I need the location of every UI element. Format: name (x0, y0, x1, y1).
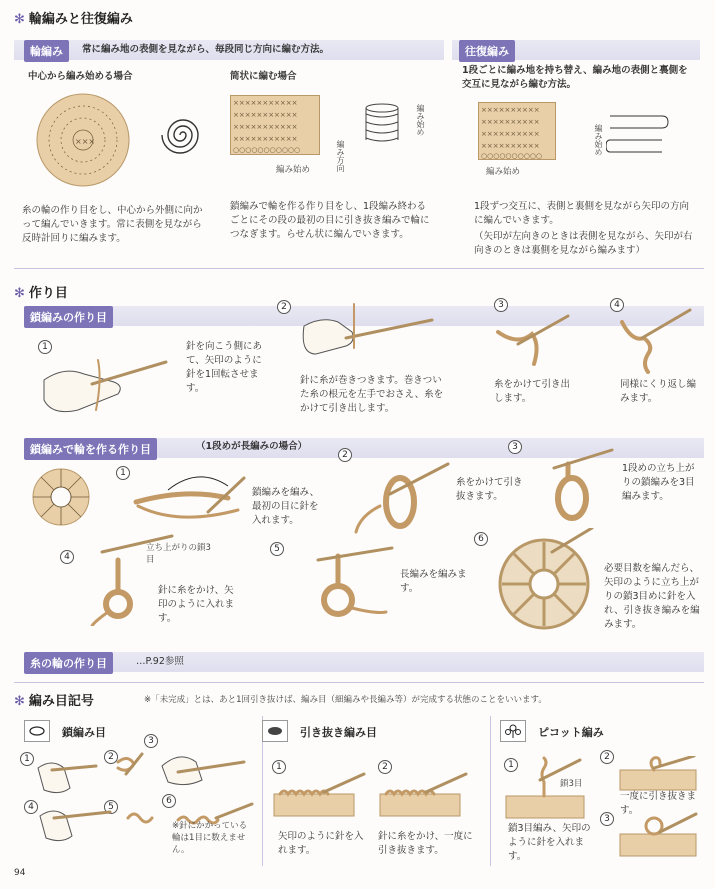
svg-text:××××××××××: ×××××××××× (481, 130, 540, 138)
tube-text: 鎖編みで輪を作る作り目をし、1段編み終わるごとにその段の最初の目に引き抜き編みで輪につなぎます。らせん状に編んでいきます。 (230, 201, 430, 240)
tube-spiral-icon (360, 100, 410, 150)
chain-step-1-number: 1 (38, 340, 52, 354)
tube-start-caption-2: 編み始め (416, 104, 425, 136)
chain-step-1-text: 針を向こう側にあて、矢印のように針を1回転させます。 (186, 341, 263, 394)
ring-label: 輪編み (24, 40, 69, 62)
svg-text:×××××××××××: ××××××××××× (233, 123, 298, 131)
svg-text:×××××××××××: ××××××××××× (233, 135, 298, 143)
ring-step-1-text: 鎖編みを編み、最初の目に針を入れます。 (252, 487, 320, 526)
slip-step-1-text: 矢印のように針を入れます。 (278, 831, 364, 856)
slip-symbol-box (262, 720, 288, 742)
svg-text:○○○○○○○○○○○: ○○○○○○○○○○○ (233, 146, 301, 154)
picot-step-1-text: 鎖3目編み、矢印のように針を入れます。 (508, 823, 591, 862)
tube-start-caption: 編み始め (276, 165, 311, 175)
ring-step-5-illustration (298, 546, 394, 626)
star-icon: ✻ (14, 286, 25, 301)
ring-step-4-text: 針に糸をかけ、矢印のように入れます。 (158, 585, 235, 624)
star-icon: ✻ (14, 12, 25, 27)
slip-step-2-number: 2 (378, 760, 392, 774)
ring-step-4-number: 4 (60, 550, 74, 564)
ring-step-6-text: 必要目数を編んだら、矢印のように立ち上がりの鎖3目めに針を入れ、引き抜き編みを編みます。 (604, 563, 700, 630)
ring-step-6-number: 6 (474, 532, 488, 546)
chain-step-3-text: 糸をかけて引き出します。 (494, 379, 571, 404)
slip-illustrations (270, 770, 470, 820)
svg-text:××××××××××: ×××××××××× (481, 106, 540, 114)
back-start-caption-2: 編み始め (594, 124, 603, 156)
picot-chain-caption: 鎖3目 (560, 779, 583, 789)
ring-desc: 常に編み地の表側を見ながら、毎段同じ方向に編む方法。 (82, 44, 330, 55)
slip-step-1-number: 1 (272, 760, 286, 774)
loop-ref: …P.92参照 (136, 656, 184, 667)
page-number: 94 (14, 868, 26, 878)
back-note: （矢印が左向きのときは表側を見ながら、矢印が右向きのときは裏側を見ながら編みます） (474, 231, 693, 256)
chain-step-3-number: 3 (494, 298, 508, 312)
tube-stitch-marks (230, 95, 320, 155)
section-title-foundation: ✻ 作り目 (14, 286, 68, 301)
chain-symbol-step-3: 3 (144, 734, 158, 748)
chain-symbol-box (24, 720, 50, 742)
slip-symbol-icon (266, 725, 284, 737)
ring-found-label: 鎖編みで輪を作る作り目 (24, 438, 157, 460)
ring-step-4-caption: 立ち上がりの鎖3目 (146, 543, 211, 565)
symbols-note: ※「未完成」とは、あと1回引き抜けば、編み目（細編みや長編み等）が完成する状態のことをいいます。 (144, 695, 547, 705)
divider-1 (14, 268, 704, 269)
back-text: 1段ずつ交互に、表側と裏側を見ながら矢印の方向に編んでいきます。 (474, 201, 690, 226)
chain-step-3-illustration (492, 312, 572, 372)
chain-step-4-illustration (612, 308, 692, 374)
picot-symbol-name: ピコット編み (538, 726, 604, 739)
ring-step-2-illustration (350, 458, 450, 536)
ring-step-2-number: 2 (338, 448, 352, 462)
star-icon: ✻ (14, 694, 25, 709)
picot-step-2-text: 一度に引き抜きます。 (620, 791, 697, 816)
ring-found-diagram (30, 466, 92, 528)
chain-step-2-text: 針に糸が巻きつきます。巻きついた糸の根元を左手でおさえ、糸をかけて引き出します。 (300, 375, 444, 414)
chain-symbol-step-6: 6 (162, 794, 176, 808)
back-stitch-marks (478, 102, 556, 160)
back-start-caption: 編み始め (486, 167, 521, 177)
svg-text:×××: ××× (75, 137, 96, 146)
chain-symbol-step-1: 1 (20, 752, 34, 766)
ring-found-sub: （1段めが長編みの場合） (196, 441, 308, 452)
center-text: 糸の輪の作り目をし、中心から外側に向かって編んでいきます。常に表側を見ながら反時計回りに編みます。 (22, 205, 203, 244)
tube-direction-caption: 編み方向 (336, 140, 345, 172)
chain-symbol-step-5: 5 (104, 800, 118, 814)
chain-symbol-step-4: 4 (24, 800, 38, 814)
svg-text:○○○○○○○○○○: ○○○○○○○○○○ (481, 152, 543, 160)
tube-title: 筒状に編む場合 (230, 71, 297, 82)
chain-symbol-note: ※針にかかっている輪は1目に数えません。 (172, 821, 248, 855)
center-title: 中心から編み始める場合 (28, 71, 133, 82)
ring-step-1-illustration (128, 472, 248, 528)
back-label: 往復編み (459, 40, 515, 62)
ring-step-1-number: 1 (116, 466, 130, 480)
ring-step-2-text: 糸をかけて引き抜きます。 (456, 477, 523, 502)
chain-symbol-icon (28, 725, 46, 737)
ring-step-3-illustration (524, 446, 614, 526)
chain-step-1-illustration (42, 340, 172, 420)
picot-step-1-number: 1 (504, 758, 518, 772)
chain-label: 鎖編みの作り目 (24, 306, 113, 328)
ring-step-3-text: 1段めの立ち上がりの鎖編みを3目編みます。 (622, 463, 695, 502)
back-direction-arrows (606, 110, 670, 158)
chain-step-4-number: 4 (610, 298, 624, 312)
slip-step-2-text: 針に糸をかけ、一度に引き抜きます。 (378, 831, 473, 856)
ring-step-5-text: 長編みを編みます。 (400, 569, 467, 594)
round-swatch-diagram (28, 90, 138, 190)
column-divider-2 (490, 716, 491, 866)
picot-step-3-number: 3 (600, 812, 614, 826)
section-title-ring-back: ✻ 輪編みと往復編み (14, 12, 133, 27)
chain-symbol-step-2: 2 (104, 750, 118, 764)
back-desc: 1段ごとに編み地を持ち替え、編み地の表側と裏側を交互に見ながら編む方法。 (462, 65, 688, 90)
chain-symbol-name: 鎖編み目 (62, 726, 106, 739)
chain-step-4-text: 同様にくり返し編みます。 (620, 379, 697, 404)
spiral-icon (150, 105, 210, 165)
svg-text:×××××××××××: ××××××××××× (233, 111, 298, 119)
picot-symbol-box (500, 720, 526, 742)
chain-step-2-number: 2 (277, 300, 291, 314)
section-title-symbols: ✻ 編み目記号 (14, 694, 94, 709)
ring-step-3-number: 3 (508, 440, 522, 454)
ring-step-6-illustration (492, 528, 596, 632)
ring-step-5-number: 5 (270, 542, 284, 556)
svg-text:××××××××××: ×××××××××× (481, 142, 540, 150)
chain-step-2-illustration (298, 296, 438, 372)
loop-band (24, 652, 704, 672)
loop-label: 糸の輪の作り目 (24, 652, 113, 674)
slip-symbol-name: 引き抜き編み目 (300, 726, 377, 739)
picot-step-2-number: 2 (600, 750, 614, 764)
svg-text:××××××××××: ×××××××××× (481, 118, 540, 126)
picot-symbol-icon (504, 723, 522, 739)
divider-2 (14, 682, 704, 683)
svg-text:×××××××××××: ××××××××××× (233, 99, 298, 107)
